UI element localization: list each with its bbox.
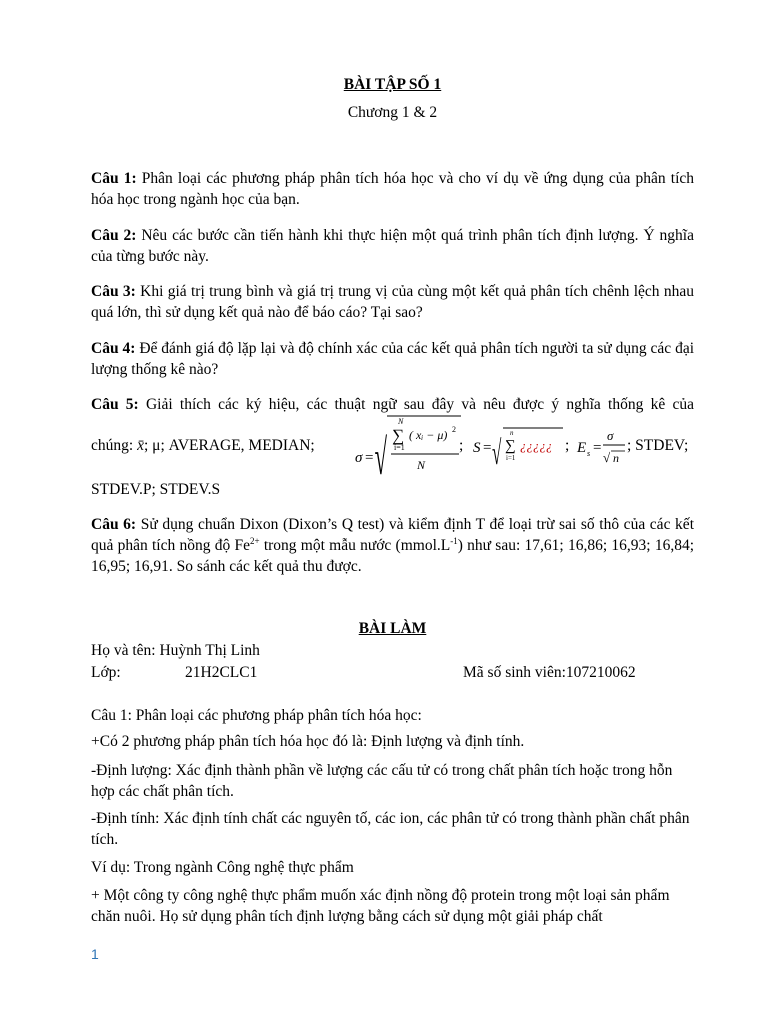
svg-text:i=1: i=1 <box>394 443 405 452</box>
sample-sd-formula <box>471 422 571 472</box>
formula-tail: ; STDEV; <box>627 437 689 454</box>
question-4 <box>91 338 694 380</box>
page-title: BÀI TẬP SỐ 1 <box>343 76 442 93</box>
question-text: Phân loại các phương pháp phân tích hóa học và cho ví dụ về ứng dụng của phân tích hóa học trong ngành học của bạn. <box>91 170 695 208</box>
svg-text:=: = <box>365 450 374 466</box>
student-id: Mã số sinh viên:107210062 <box>463 664 636 681</box>
svg-text:N: N <box>398 417 404 426</box>
answer-title: BÀI LÀM <box>358 620 427 637</box>
svg-text:( xᵢ − μ): ( xᵢ − μ) <box>409 428 448 442</box>
svg-text:=: = <box>593 440 602 456</box>
question-label: Câu 3: <box>91 283 136 300</box>
student-class-row <box>91 662 694 683</box>
answer-line: Ví dụ: Trong ngành Công nghệ thực phẩm <box>91 859 354 876</box>
question-6: Câu 6: Sử dụng chuẩn Dixon (Dixon’s Q test) và kiểm định T để loại trừ sai số thô của các kết quả phân tích nồng độ $Fe^{2+}$ trong một mẫu nước $(mmol.L^{-1})$ như sau: 17,61; 16,86; 16,93; 16,84; 16,95; 16,91. So sánh các kết quả thu được. <box>91 516 694 575</box>
svg-text:σ: σ <box>607 428 614 443</box>
answer-line: Câu 1: Phân loại các phương pháp phân tích hóa học: <box>91 707 422 724</box>
question-label: Câu 1: <box>91 170 137 187</box>
question-label: Câu 2: <box>91 227 137 244</box>
answer-line: -Định tính: Xác định tính chất các nguyên tố, các ion, các phân tử có trong thành phần chất phân tích. <box>91 810 690 848</box>
svg-text:√: √ <box>492 433 502 472</box>
question-label: Câu 6: <box>91 516 137 533</box>
svg-text:=: = <box>483 440 492 456</box>
svg-text:√: √ <box>603 450 611 465</box>
question-text: Để đánh giá độ lặp lại và độ chính xác của các kết quả phân tích người ta sử dụng các đại lượng thống kê nào? <box>91 340 695 378</box>
svg-text:n: n <box>613 451 619 465</box>
question-5-formula-line <box>91 418 694 480</box>
question-5 <box>91 394 694 415</box>
x-bar-symbol: x̄ <box>137 437 144 454</box>
answer-line: +Có 2 phương pháp phân tích hóa học đó là: Định lượng và định tính. <box>91 733 525 750</box>
question-label: Câu 5: <box>91 396 139 413</box>
formula-separator: ; <box>565 437 570 454</box>
svg-text:S: S <box>473 440 481 456</box>
question-1 <box>91 168 694 210</box>
question-label: Câu 4: <box>91 340 136 357</box>
svg-text:N: N <box>417 458 426 472</box>
garbled-text: ¿¿¿¿¿ <box>520 438 553 453</box>
population-sd-formula <box>353 414 463 478</box>
question-2 <box>91 225 694 267</box>
page-number: 1 <box>91 946 99 962</box>
svg-text:s: s <box>587 449 591 458</box>
answer-line: + Một công ty công nghệ thực phẩm muốn xác định nồng độ protein trong một loại sản phẩm chăn nuôi. Họ sử dụng phân tích định lượng bằng cách sử dụng một giải pháp chất <box>91 887 670 925</box>
question-5-continuation: STDEV.P; STDEV.S <box>91 481 221 498</box>
class-label: Lớp: <box>91 664 121 681</box>
svg-text:σ: σ <box>355 450 363 466</box>
svg-text:i=1: i=1 <box>506 454 516 462</box>
standard-error-formula <box>575 424 633 474</box>
class-value: 21H2CLC1 <box>185 664 258 681</box>
svg-text:√: √ <box>374 430 387 478</box>
svg-text:2: 2 <box>452 425 456 434</box>
svg-text:∑: ∑ <box>392 426 405 445</box>
question-3 <box>91 281 694 323</box>
answer-line: -Định lượng: Xác định thành phần về lượng các cấu tử có trong chất phân tích hoặc trong hỗn hợp các chất phân tích. <box>91 762 673 800</box>
question-text: Khi giá trị trung bình và giá trị trung vị của cùng một kết quả phân tích chênh lệch nhau quá lớn, thì sử dụng kết quả nào để báo cáo? Tại sao? <box>91 283 695 321</box>
formula-separator: ; <box>459 437 464 454</box>
svg-text:n: n <box>510 429 514 437</box>
svg-text:∑: ∑ <box>505 438 516 454</box>
question-text: Nêu các bước cần tiến hành khi thực hiện một quá trình phân tích định lượng. Ý nghĩa của từng bước này. <box>91 227 694 265</box>
formula-lead: chúng: x̄; μ; AVERAGE, MEDIAN; <box>91 437 315 454</box>
svg-text:E: E <box>577 440 587 456</box>
page-subtitle: Chương 1 & 2 <box>347 104 438 121</box>
question-text: Giải thích các ký hiệu, các thuật ngữ sau đây và nêu được ý nghĩa thống kê của <box>145 396 694 413</box>
student-name: Họ và tên: Huỳnh Thị Linh <box>91 642 260 659</box>
